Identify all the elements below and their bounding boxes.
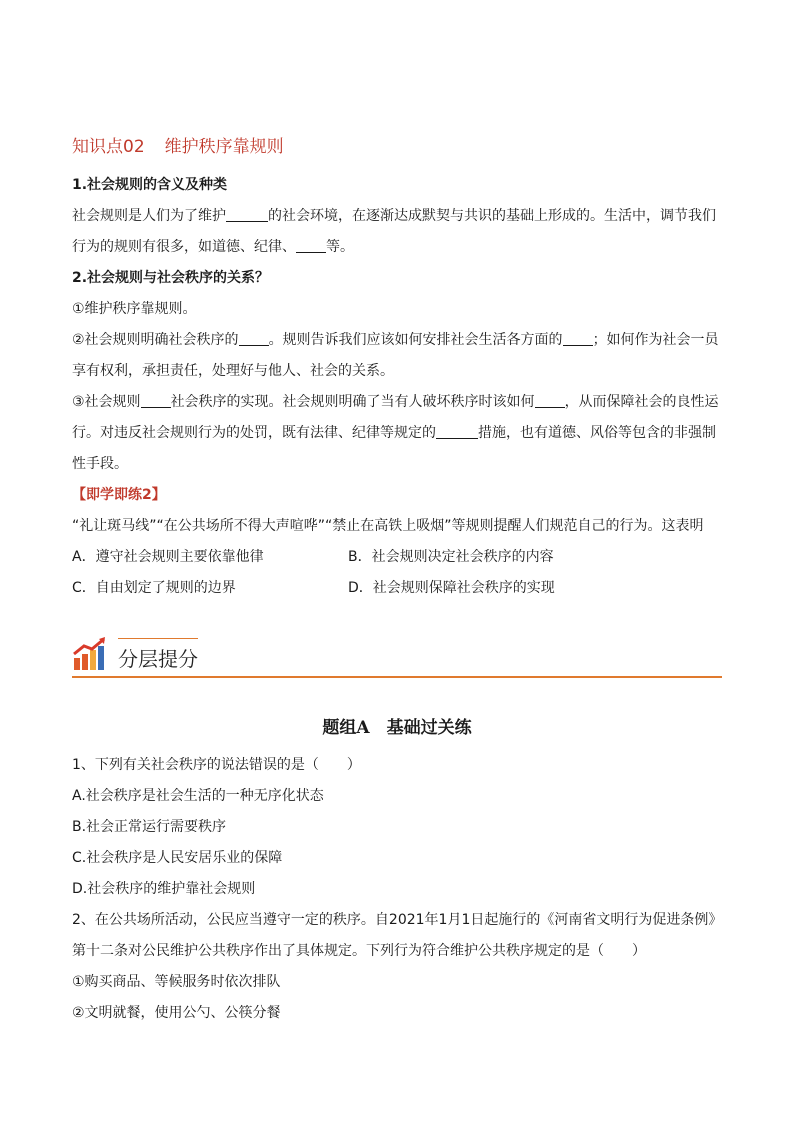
- practice-option-c: C．自由划定了规则的边界: [72, 580, 236, 596]
- q1-option-b: B.社会正常运行需要秩序: [72, 819, 227, 835]
- q1-option-a: A.社会秩序是社会生活的一种无序化状态: [72, 788, 324, 804]
- text-run: 等。: [326, 239, 354, 255]
- q1-option-c: C.社会秩序是人民安居乐业的保障: [72, 850, 283, 866]
- fill-blank: [226, 207, 268, 222]
- fill-blank: [436, 424, 478, 439]
- q2-item2: ②文明就餐，使用公勺、公筷分餐: [72, 1005, 281, 1021]
- q2-stem-line1: 2、在公共场所活动，公民应当遵守一定的秩序。自2021年1月1日起施行的《河南省文明行为促进条例》: [72, 912, 723, 928]
- q2-stem-line2: 第十二条对公民维护公共秩序作出了具体规定。下列行为符合维护公共秩序规定的是（ ）: [72, 943, 646, 959]
- q1-option-d: D.社会秩序的维护靠社会规则: [72, 881, 256, 897]
- practice-question: “礼让斑马线”“在公共场所不得大声喧哗”“禁止在高铁上吸烟”等规则提醒人们规范自己的行为。这表明: [72, 518, 704, 534]
- text-run: 措施，也有道德、风俗等包含的非强制: [478, 425, 716, 441]
- fill-blank: [141, 393, 171, 408]
- q1-stem: 1、下列有关社会秩序的说法错误的是（ ）: [72, 757, 361, 773]
- group-a-title: 题组A 基础过关练: [322, 718, 472, 738]
- practice-option-b: B．社会规则决定社会秩序的内容: [348, 549, 554, 565]
- fill-blank: [563, 331, 593, 346]
- text-run: ②社会规则明确社会秩序的: [72, 332, 239, 348]
- layer-section-header: [72, 634, 722, 678]
- text-run: ，从而保障社会的良性运: [564, 394, 719, 410]
- knowledge-point-title: [72, 136, 284, 158]
- section2-item2-line2: 享有权利，承担责任，处理好与他人、社会的关系。: [72, 363, 394, 379]
- text-run: 社会秩序的实现。社会规则明确了当有人破坏秩序时该如何: [170, 394, 535, 410]
- section2-item3-line2: [72, 423, 716, 443]
- section2-item3-line3: 性手段。: [72, 456, 128, 472]
- fill-blank: [535, 393, 565, 408]
- text-run: 的社会环境，在逐渐达成默契与共识的基础上形成的。生活中，调节我们: [268, 208, 716, 224]
- section-divider: [72, 676, 722, 678]
- bar-chart-growth-icon: [72, 636, 108, 672]
- section1-paragraph-line2: [72, 237, 354, 257]
- knowledge-point-label: 知识点02: [72, 137, 145, 157]
- text-run: 行为的规则有很多，如道德、纪律、: [72, 239, 296, 255]
- section1-heading: 1.社会规则的含义及种类: [72, 177, 228, 193]
- text-run: ③社会规则: [72, 394, 141, 410]
- q2-item1: ①购买商品、等候服务时依次排队: [72, 974, 281, 990]
- layer-section-title: 分层提分: [118, 647, 198, 671]
- text-run: 社会规则是人们为了维护: [72, 208, 226, 224]
- knowledge-point-name: 维护秩序靠规则: [164, 137, 284, 157]
- fill-blank: [296, 238, 326, 253]
- section2-heading: 2.社会规则与社会秩序的关系？: [72, 270, 270, 286]
- practice-option-a: A．遵守社会规则主要依靠他律: [72, 549, 264, 565]
- text-run: 。规则告诉我们应该如何安排社会生活各方面的: [268, 332, 563, 348]
- fill-blank: [239, 331, 269, 346]
- section1-paragraph-line1: [72, 206, 716, 226]
- text-run: 行。对违反社会规则行为的处罚，既有法律、纪律等规定的: [72, 425, 436, 441]
- text-run: ；如何作为社会一员: [592, 332, 719, 348]
- practice-option-d: D．社会规则保障社会秩序的实现: [348, 580, 555, 596]
- section2-item1: ①维护秩序靠规则。: [72, 301, 197, 317]
- section-top-line: [118, 638, 198, 639]
- section2-item2-line1: [72, 330, 719, 350]
- practice-tag: 【即学即练2】: [72, 487, 166, 503]
- section2-item3-line1: [72, 392, 719, 412]
